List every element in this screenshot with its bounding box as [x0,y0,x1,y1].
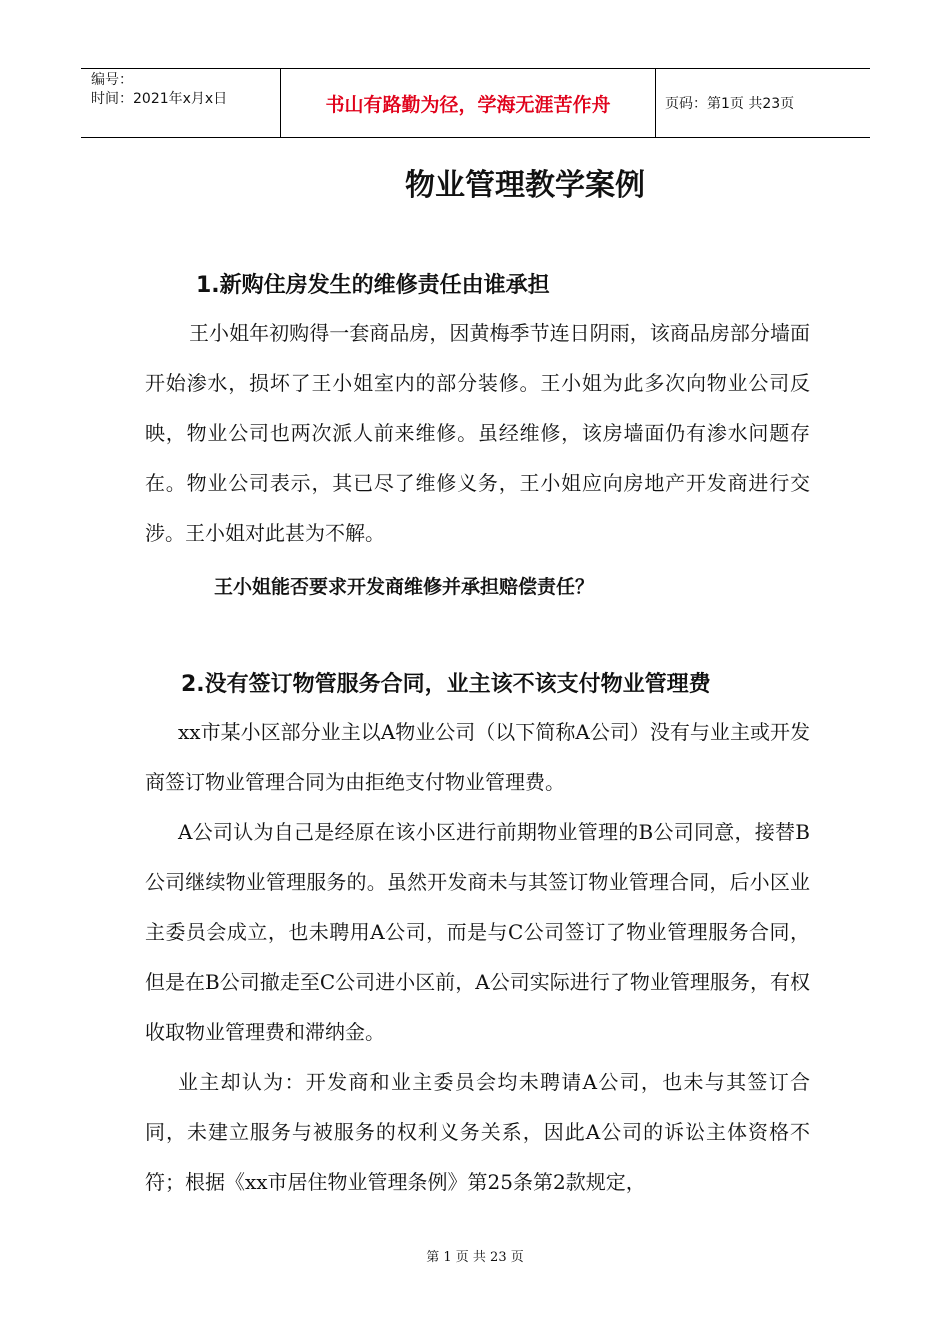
time-label: 时间：2021年x月x日 [91,91,228,107]
header-page-info: 页码：第1页 共23页 [665,96,795,112]
case1-question: 王小姐能否要求开发商维修并承担赔偿责任？ [214,576,595,598]
case1-heading: 1.新购住房发生的维修责任由谁承担 [196,273,550,298]
case2-paragraph-1: xx市某小区部分业主以A物业公司（以下简称A公司）没有与业主或开发商签订物业管理合同为由拒绝支付物业管理费。 [145,720,810,794]
case2-paragraph-2: A公司认为自己是经原在该小区进行前期物业管理的B公司同意，接替B公司继续物业管理服务的。虽然开发商未与其签订物业管理合同，后小区业主委员会成立，也未聘用A公司，而是与C公司签订了物业管理服务合同，但是在B公司撤走至C公司进小区前，A公司实际进行了物业管理服务，有权收取物业管理费和滞纳金。 [145,820,810,1044]
header-meta [81,69,281,137]
case2-paragraph-3: 业主却认为：开发商和业主委员会均未聘请A公司，也未与其签订合同，未建立服务与被服务的权利义务关系，因此A公司的诉讼主体资格不符；根据《xx市居住物业管理条例》第25条第2款规定， [145,1070,810,1194]
case1-paragraph: 王小姐年初购得一套商品房，因黄梅季节连日阴雨，该商品房部分墙面开始渗水，损坏了王小姐室内的部分装修。王小姐为此多次向物业公司反映，物业公司也两次派人前来维修。虽经维修，该房墙面仍有渗水问题存在。物业公司表示，其已尽了维修义务，王小姐应向房地产开发商进行交涉。王小姐对此甚为不解。 [145,321,810,545]
number-label: 编号： [91,72,133,88]
page-header [81,68,870,138]
case2-heading: 2.没有签订物管服务合同，业主该不该支付物业管理费 [181,672,711,697]
page-footer: 第 1 页 共 23 页 [426,1250,524,1265]
header-motto: 书山有路勤为径，学海无涯苦作舟 [281,69,656,137]
document-title: 物业管理教学案例 [405,168,645,203]
